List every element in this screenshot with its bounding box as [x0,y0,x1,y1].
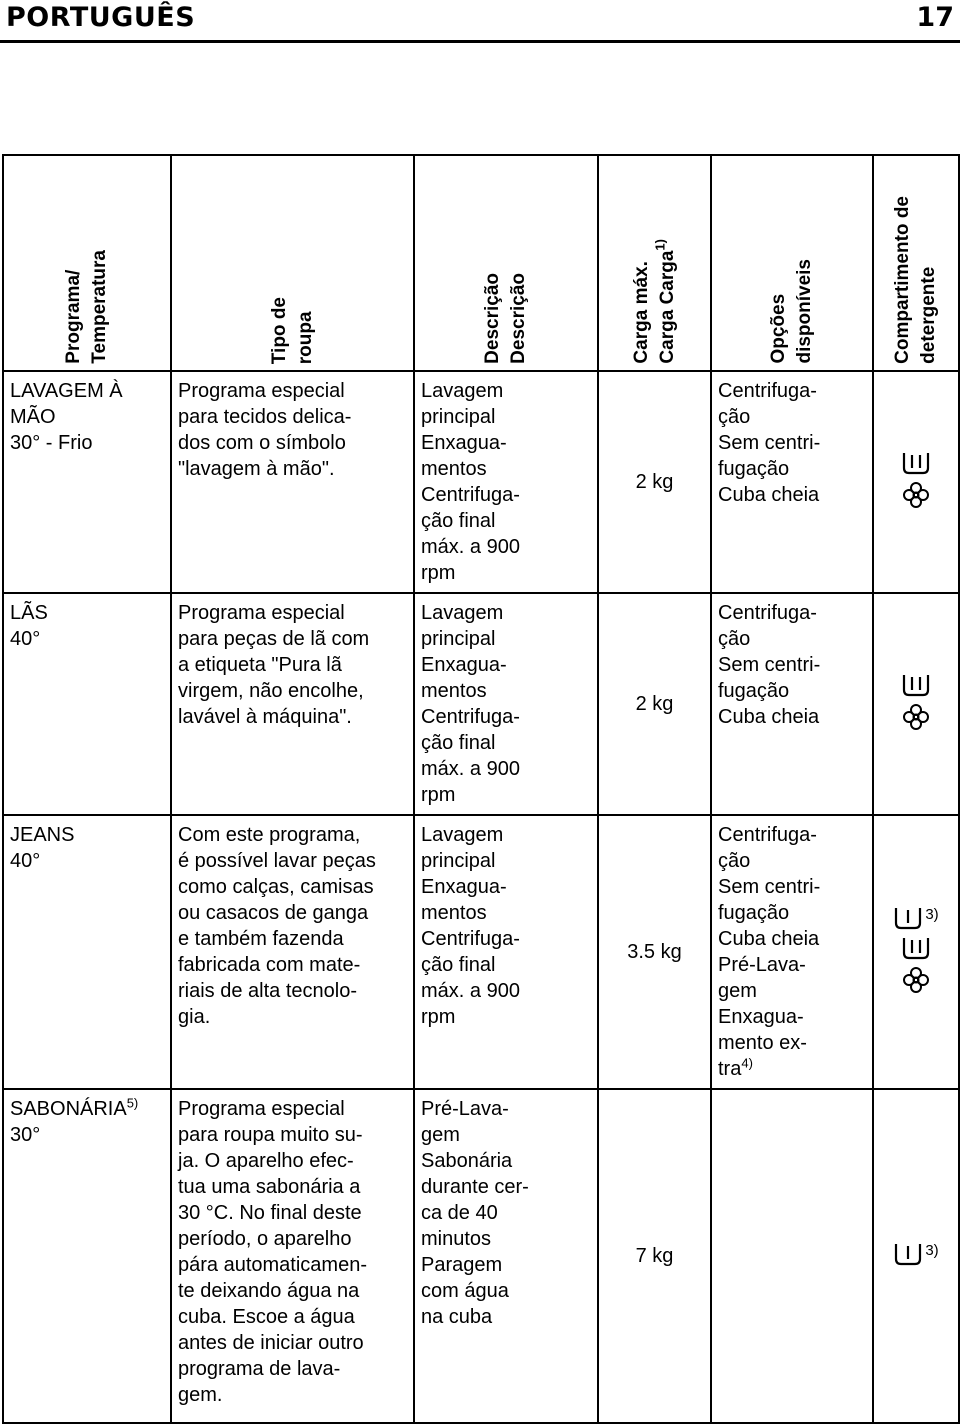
cell-line: JEANS [10,824,75,846]
description-cell [414,1089,598,1423]
page-number: 17 [916,2,954,33]
row-wool [3,593,959,815]
cell-line: período, o aparelho [178,1228,352,1250]
cell-line: Centrifuga- [718,824,817,846]
cell-line: principal [421,628,496,650]
cell-line: Programa especial [178,602,345,624]
cell-line: ção final [421,510,496,532]
cell-line: como calças, camisas [178,876,374,898]
options-cell [711,371,873,593]
cell-line: máx. a 900 [421,758,520,780]
cell-line: ção final [421,954,496,976]
max-load-value: 2 kg [635,692,674,715]
cell-line: Centrifuga- [718,602,817,624]
page-header [0,0,960,40]
cell-line: MÃO [10,406,56,428]
description-cell [414,815,598,1089]
cell-line: Centrifuga- [421,484,520,506]
column-header-max-load: Carga máx. Carga Carga$^{1)}$ [598,155,711,371]
cell-line: Cuba cheia [718,706,820,728]
cell-line: com água [421,1280,509,1302]
max-load-cell [598,371,711,593]
cell-line: Sem centri- [718,654,821,676]
cell-line: te deixando água na [178,1280,360,1302]
max-load-value: 7 kg [635,1244,674,1267]
cell-line: Sem centri- [718,876,821,898]
detergent-cell [873,593,959,815]
cell-line: programa de lava- [178,1358,341,1380]
cell-line: Cuba cheia [718,484,820,506]
cell-line: gem. [178,1384,223,1406]
column-header-options: Opções disponíveis [711,155,873,371]
row-jeans [3,815,959,1089]
cell-line: Enxagua- [718,1006,804,1028]
cell-line: 30° - Frio [10,432,93,454]
cell-line: dos com o símbolo [178,432,346,454]
cell-line: pára automaticamen- [178,1254,367,1276]
cell-line: gem [421,1124,460,1146]
main-wash-compartment-icon [901,936,931,964]
row-soak [3,1089,959,1423]
footnote-marker: 5) [126,1095,139,1111]
fabric-cell [171,371,414,593]
cell-line: riais de alta tecnolo- [178,980,357,1002]
softener-compartment-icon [902,966,930,998]
footnote-marker: 1) [652,239,668,251]
cell-line: SABONÁRIA$^{5)}$ [10,1095,139,1120]
cell-line: máx. a 900 [421,536,520,558]
cell-line: rpm [421,1006,456,1028]
cell-line: fugação [718,902,790,924]
max-load-value: 3.5 kg [627,940,682,963]
max-load-cell [598,815,711,1089]
cell-line: gem [718,980,757,1002]
cell-line: fugação [718,680,790,702]
cell-line: fugação [718,458,790,480]
cell-line: na cuba [421,1306,493,1328]
cell-line: ca de 40 [421,1202,498,1224]
softener-compartment-icon [902,481,930,513]
cell-line: Lavagem [421,824,504,846]
cell-line: ou casacos de ganga [178,902,369,924]
cell-line: Enxagua- [421,876,507,898]
cell-line: Enxagua- [421,432,507,454]
programs-table [2,154,960,1424]
cell-line: tua uma sabonária a [178,1176,361,1198]
program-cell [3,593,171,815]
cell-line: mentos [421,680,487,702]
main-wash-compartment-icon [901,451,931,479]
cell-line: minutos [421,1228,492,1250]
program-cell [3,371,171,593]
options-cell [711,593,873,815]
cell-line: Cuba cheia [718,928,820,950]
main-wash-compartment-icon [901,673,931,701]
cell-line: mentos [421,902,487,924]
cell-line: LAVAGEM À [10,380,123,402]
detergent-cell [873,1089,959,1423]
options-cell [711,815,873,1089]
footnote-marker: 3) [925,906,939,923]
cell-line: fabricada com mate- [178,954,361,976]
cell-line: ção [718,628,751,650]
cell-line: principal [421,850,496,872]
cell-line: e também fazenda [178,928,344,950]
cell-line: mento ex- [718,1032,807,1054]
cell-line: Programa especial [178,1098,345,1120]
softener-compartment-icon [902,703,930,735]
cell-line: principal [421,406,496,428]
cell-line: virgem, não encolhe, [178,680,364,702]
detergent-cell [873,371,959,593]
cell-line: Lavagem [421,602,504,624]
column-header-description: Descrição Descrição [414,155,598,371]
cell-line: ção final [421,732,496,754]
program-cell [3,1089,171,1423]
cell-line: Pré-Lava- [421,1098,509,1120]
prewash-compartment-icon [893,1242,923,1270]
footnote-marker: 3) [925,1242,939,1259]
table-header-row [3,155,959,371]
description-cell [414,593,598,815]
cell-line: Paragem [421,1254,503,1276]
column-header-fabric: Tipo de roupa [171,155,414,371]
cell-line: LÃS [10,602,48,624]
cell-line: cuba. Escoe a água [178,1306,355,1328]
footnote-marker: 4) [741,1055,753,1071]
cell-line: tra$^{4)}$ [718,1055,753,1080]
cell-line: Lavagem [421,380,504,402]
column-header-detergent: Compartimento de detergente [873,155,959,371]
cell-line: para tecidos delica- [178,406,352,428]
cell-line: 30 °C. No final deste [178,1202,362,1224]
options-cell [711,1089,873,1423]
description-cell [414,371,598,593]
cell-line: durante cer- [421,1176,529,1198]
header-rule [0,40,960,43]
cell-line: Centrifuga- [718,380,817,402]
cell-line: Centrifuga- [421,706,520,728]
fabric-cell [171,815,414,1089]
cell-line: a etiqueta "Pura lã [178,654,342,676]
prewash-compartment-icon [893,906,923,934]
cell-line: ção [718,406,751,428]
cell-line: 40° [10,628,41,650]
cell-line: máx. a 900 [421,980,520,1002]
cell-line: Sabonária [421,1150,513,1172]
fabric-cell [171,1089,414,1423]
cell-line: 30° [10,1124,41,1146]
cell-line: mentos [421,458,487,480]
cell-line: é possível lavar peças [178,850,376,872]
cell-line: rpm [421,784,456,806]
cell-line: antes de iniciar outro [178,1332,364,1354]
max-load-value: 2 kg [635,470,674,493]
cell-line: para peças de lã com [178,628,370,650]
cell-line: Centrifuga- [421,928,520,950]
cell-line: Pré-Lava- [718,954,806,976]
cell-line: Com este programa, [178,824,361,846]
cell-line: gia. [178,1006,211,1028]
cell-line: para roupa muito su- [178,1124,363,1146]
cell-line: ção [718,850,751,872]
cell-line: rpm [421,562,456,584]
max-load-cell [598,1089,711,1423]
cell-line: 40° [10,850,41,872]
cell-line: Sem centri- [718,432,821,454]
program-cell [3,815,171,1089]
cell-line: "lavagem à mão". [178,458,335,480]
cell-line: ja. O aparelho efec- [178,1150,354,1172]
cell-line: Programa especial [178,380,345,402]
fabric-cell [171,593,414,815]
cell-line: lavável à máquina". [178,706,352,728]
row-hand-wash [3,371,959,593]
cell-line: Enxagua- [421,654,507,676]
section-title: PORTUGUÊS [6,2,196,33]
column-header-program: Programa/ Temperatura [3,155,171,371]
detergent-cell [873,815,959,1089]
max-load-cell [598,593,711,815]
